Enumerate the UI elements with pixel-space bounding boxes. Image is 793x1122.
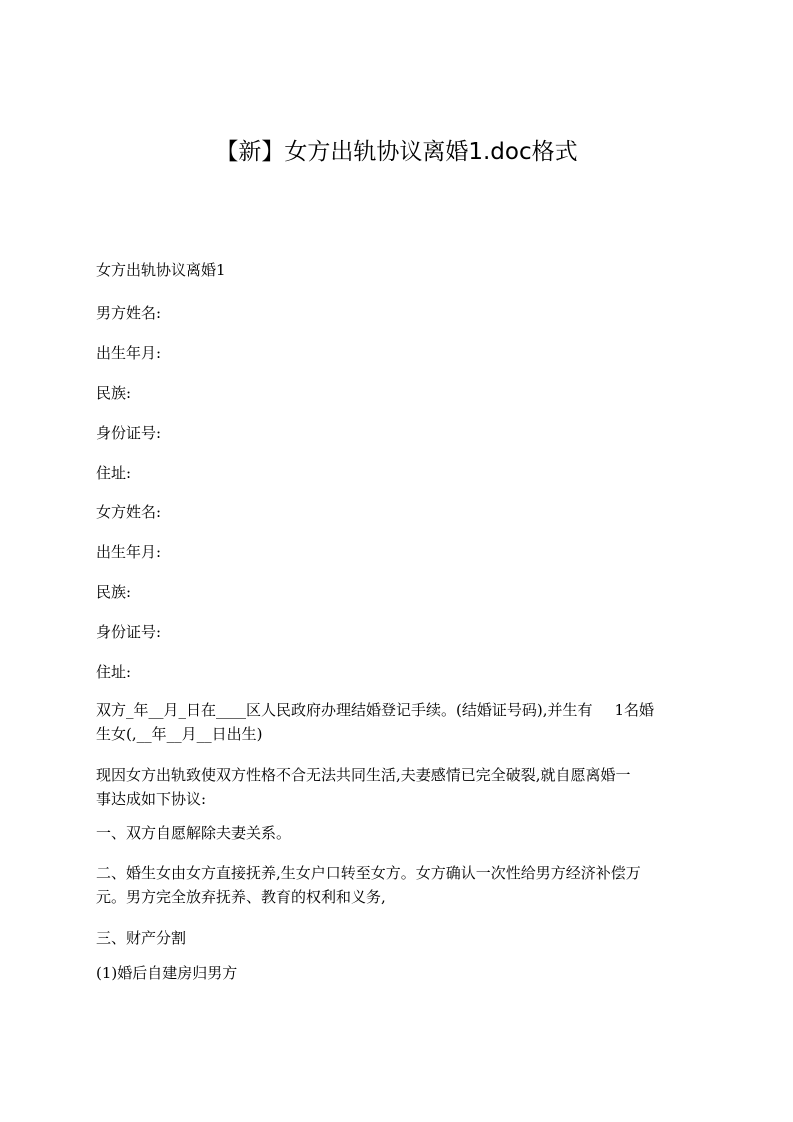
marriage-text-b: 1名婚 [614, 701, 655, 719]
clause-2-line2: 元。男方完全放弃抚养、教育的权利和义务, [96, 888, 386, 906]
marriage-text-a: 双方_年__月_日在____区人民政府办理结婚登记手续。(结婚证号码),并生有 [96, 701, 593, 719]
reason-paragraph-line1: 现因女方出轨致使双方性格不合无法共同生活,夫妻感情已完全破裂,就自愿离婚一 [96, 766, 631, 784]
clause-2-line1: 二、婚生女由女方直接抚养,生女户口转至女方。女方确认一次性给男方经济补偿万 [96, 864, 641, 882]
document-subtitle: 女方出轨协议离婚1 [96, 261, 226, 279]
man-birth-label: 出生年月: [96, 344, 162, 362]
woman-id-label: 身份证号: [96, 623, 162, 641]
woman-birth-label: 出生年月: [96, 543, 162, 561]
man-ethnicity-label: 民族: [96, 384, 132, 402]
woman-name-label: 女方姓名: [96, 503, 162, 521]
clause-1: 一、双方自愿解除夫妻关系。 [96, 824, 292, 842]
clause-3-item-1: (1)婚后自建房归男方 [96, 964, 238, 982]
woman-address-label: 住址: [96, 663, 132, 681]
woman-ethnicity-label: 民族: [96, 583, 132, 601]
man-address-label: 住址: [96, 464, 132, 482]
reason-paragraph-line2: 事达成如下协议: [96, 790, 207, 808]
document-title: 【新】女方出轨协议离婚1.doc格式 [215, 139, 578, 165]
marriage-paragraph-line1 [96, 698, 696, 722]
clause-3: 三、财产分割 [96, 929, 187, 947]
man-id-label: 身份证号: [96, 424, 162, 442]
marriage-paragraph-line2: 生女(,__年__月__日出生) [96, 725, 263, 743]
man-name-label: 男方姓名: [96, 304, 162, 322]
